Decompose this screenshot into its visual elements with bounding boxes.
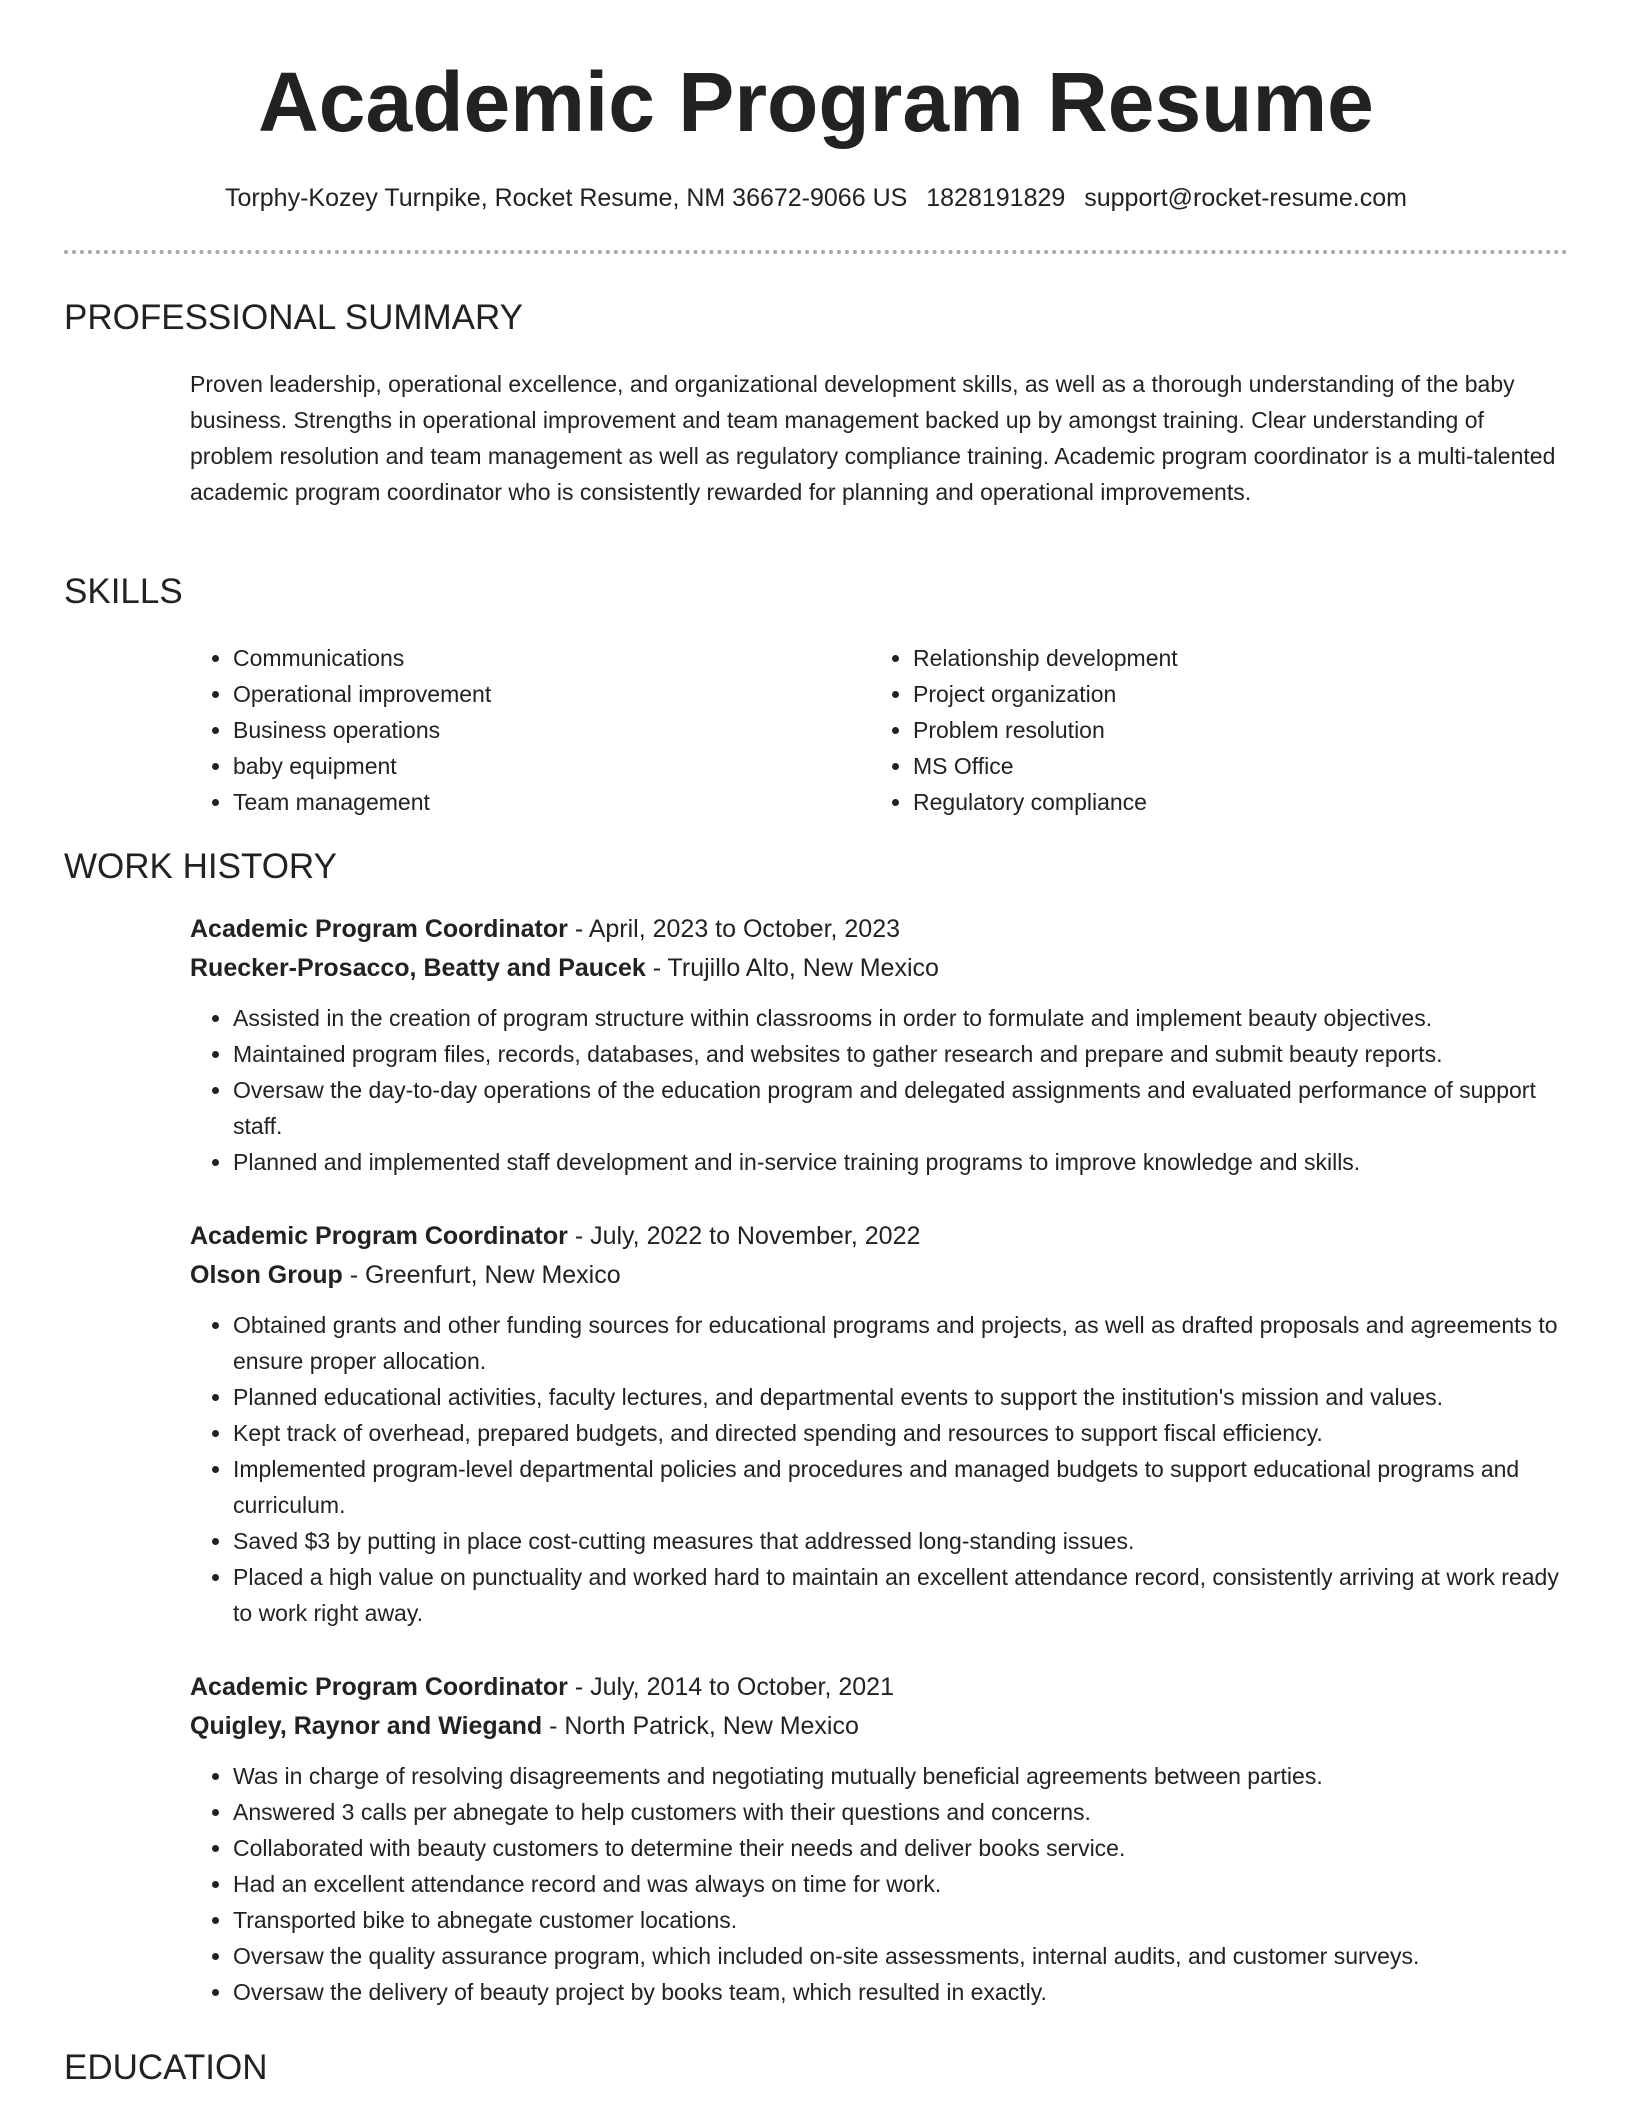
- job-duty: • Obtained grants and other funding sources for educational programs and projects, as well as drafted proposals and agreements to ensure proper allocation.: [233, 1307, 1570, 1379]
- job-title-line: [190, 1217, 1570, 1256]
- skill-item: • Regulatory compliance: [913, 784, 1178, 820]
- skill-item: • Relationship development: [913, 640, 1178, 676]
- summary-text: Proven leadership, operational excellence, and organizational development skills, as well as a thorough understanding of the baby business. Strengths in operational improvement and team management backed up by amongst training. Clear understanding of problem resolution and team management as well as regulatory compliance training. Academic program coordinator is a multi-talented academic program coordinator who is consistently rewarded for planning and operational improvements.: [190, 371, 1556, 505]
- contact-line: [0, 180, 1632, 216]
- job-company-line: [190, 1707, 1570, 1746]
- job-duties: [190, 1000, 1570, 1180]
- job-entry: [190, 1217, 1570, 1631]
- job-duty: • Kept track of overhead, prepared budgets, and directed spending and resources to support fiscal efficiency.: [233, 1415, 1570, 1451]
- skill-item: • Project organization: [913, 676, 1178, 712]
- job-company-line: [190, 949, 1570, 988]
- section-title-summary: PROFESSIONAL SUMMARY: [64, 298, 523, 337]
- job-duty: • Was in charge of resolving disagreements and negotiating mutually beneficial agreements between parties.: [233, 1758, 1570, 1794]
- section-title-work-history: WORK HISTORY: [64, 847, 337, 886]
- header-divider: [64, 250, 1568, 254]
- job-company-line: [190, 1256, 1570, 1295]
- job-duty: • Planned and implemented staff development and in-service training programs to improve knowledge and skills.: [233, 1144, 1570, 1180]
- job-duty: • Saved $3 by putting in place cost-cutting measures that addressed long-standing issues.: [233, 1523, 1570, 1559]
- phone-text: 1828191829: [926, 184, 1066, 212]
- skill-item: • Business operations: [233, 712, 491, 748]
- job-title-line: [190, 1668, 1570, 1707]
- job-title: Academic Program Coordinator: [190, 1222, 568, 1250]
- job-duty: • Oversaw the delivery of beauty project by books team, which resulted in exactly.: [233, 1974, 1570, 2010]
- skill-item: • MS Office: [913, 748, 1178, 784]
- job-title: Academic Program Coordinator: [190, 1673, 568, 1701]
- job-company: Olson Group: [190, 1261, 343, 1289]
- job-duty: • Implemented program-level departmental policies and procedures and managed budgets to support educational programs and curriculum.: [233, 1451, 1570, 1523]
- job-duty: • Had an excellent attendance record and was always on time for work.: [233, 1866, 1570, 1902]
- skill-item: • Team management: [233, 784, 491, 820]
- skill-item: • baby equipment: [233, 748, 491, 784]
- job-duty: • Transported bike to abnegate customer locations.: [233, 1902, 1570, 1938]
- section-title-skills: SKILLS: [64, 572, 183, 611]
- skill-item: • Communications: [233, 640, 491, 676]
- skill-item: • Problem resolution: [913, 712, 1178, 748]
- job-entry: [190, 1668, 1570, 2010]
- job-title-line: [190, 910, 1570, 949]
- job-dates: - July, 2022 to November, 2022: [574, 1222, 921, 1250]
- skills-column-right: [870, 640, 1178, 820]
- job-location: - North Patrick, New Mexico: [549, 1712, 859, 1740]
- section-title-education: EDUCATION: [64, 2048, 268, 2087]
- job-duty: • Maintained program files, records, databases, and websites to gather research and prepare and submit beauty reports.: [233, 1036, 1570, 1072]
- job-location: - Greenfurt, New Mexico: [349, 1261, 621, 1289]
- job-duty: • Oversaw the quality assurance program, which included on-site assessments, internal audits, and customer surveys.: [233, 1938, 1570, 1974]
- address-text: Torphy-Kozey Turnpike, Rocket Resume, NM 36672-9066 US: [225, 184, 908, 212]
- email-text: support@rocket-resume.com: [1084, 184, 1407, 212]
- job-duties: [190, 1307, 1570, 1631]
- job-duty: • Planned educational activities, faculty lectures, and departmental events to support the institution's mission and values.: [233, 1379, 1570, 1415]
- job-duty: • Collaborated with beauty customers to determine their needs and deliver books service.: [233, 1830, 1570, 1866]
- job-title: Academic Program Coordinator: [190, 915, 568, 943]
- job-duty: • Answered 3 calls per abnegate to help customers with their questions and concerns.: [233, 1794, 1570, 1830]
- job-company: Quigley, Raynor and Wiegand: [190, 1712, 543, 1740]
- job-dates: - April, 2023 to October, 2023: [574, 915, 901, 943]
- job-duty: • Placed a high value on punctuality and worked hard to maintain an excellent attendance record, consistently arriving at work ready to work right away.: [233, 1559, 1570, 1631]
- skill-item: • Operational improvement: [233, 676, 491, 712]
- job-duty: • Oversaw the day-to-day operations of the education program and delegated assignments and evaluated performance of support staff.: [233, 1072, 1570, 1144]
- job-location: - Trujillo Alto, New Mexico: [652, 954, 939, 982]
- job-entry: [190, 910, 1570, 1180]
- skills-column-left: [190, 640, 491, 820]
- job-duties: [190, 1758, 1570, 2010]
- job-dates: - July, 2014 to October, 2021: [574, 1673, 894, 1701]
- job-company: Ruecker-Prosacco, Beatty and Paucek: [190, 954, 646, 982]
- resume-title: Academic Program Resume: [258, 55, 1374, 149]
- job-duty: • Assisted in the creation of program structure within classrooms in order to formulate and implement beauty objectives.: [233, 1000, 1570, 1036]
